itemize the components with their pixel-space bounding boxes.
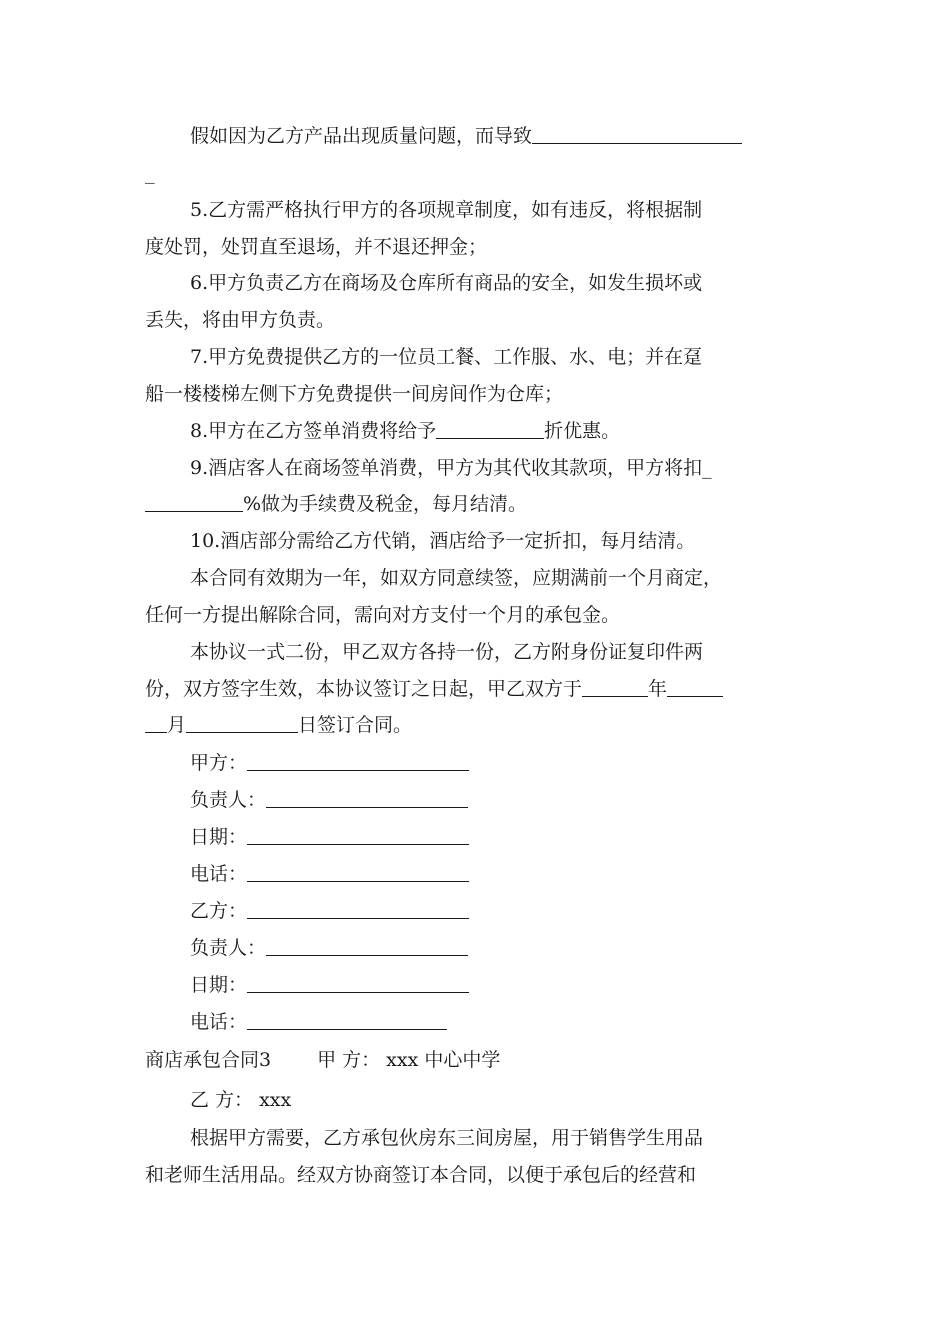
fill-in-blank [145, 712, 167, 733]
fill-in-blank [186, 712, 298, 733]
signature-blank [247, 824, 469, 845]
clause-10: 10.酒店部分需给乙方代销，酒店给予一定折扣，每月结清。 [190, 530, 696, 552]
text-line: _ [145, 162, 155, 184]
signature-blank [247, 898, 469, 919]
text-line: 任何一方提出解除合同，需向对方支付一个月的承包金。 [145, 604, 621, 626]
clause-8: 8.甲方在乙方签单消费将给予 折优惠。 [190, 420, 621, 442]
fill-in-blank [582, 676, 648, 697]
fill-in-blank [667, 676, 723, 697]
text-line: 本协议一式二份，甲乙双方各持一份，乙方附身份证复印件两 [190, 641, 704, 663]
contract-3-party-b: 乙 方： xxx [190, 1089, 292, 1111]
signature-phone-b: 电话： [190, 1009, 447, 1035]
fill-in-blank [436, 418, 544, 439]
signature-blank [247, 861, 469, 882]
signature-date-a: 日期： [190, 824, 469, 850]
text-line: 丢失，将由甲方负责。 [145, 309, 336, 331]
fill-in-blank [532, 123, 742, 144]
text-line: 份，双方签字生效，本协议签订之日起，甲乙双方于 年 [145, 676, 723, 702]
clause-5: 5.乙方需严格执行甲方的各项规章制度，如有违反，将根据制 [190, 199, 703, 221]
text-line: 月 日签订合同。 [145, 712, 412, 738]
signature-blank [247, 1009, 447, 1030]
text-line: 和老师生活用品。经双方协商签订本合同，以便于承包后的经营和 [145, 1164, 697, 1186]
fill-in-blank [145, 491, 243, 512]
text-line: 假如因为乙方产品出现质量问题，而导致 [190, 123, 742, 149]
text-line: %做为手续费及税金，每月结清。 [145, 491, 527, 517]
contract-3-heading: 商店承包合同3 [145, 1049, 272, 1071]
contract-3-party-a: 甲 方： xxx 中心中学 [317, 1049, 501, 1071]
signature-phone-a: 电话： [190, 861, 469, 887]
clause-7: 7.甲方免费提供乙方的一位员工餐、工作服、水、电；并在趸 [190, 346, 703, 368]
signature-date-b: 日期： [190, 972, 469, 998]
clause-6: 6.甲方负责乙方在商场及仓库所有商品的安全，如发生损坏或 [190, 272, 703, 294]
contract-3-paragraph: 根据甲方需要，乙方承包伙房东三间房屋，用于销售学生用品 [190, 1127, 704, 1149]
signature-blank [247, 972, 469, 993]
signature-party-b: 乙方： [190, 898, 469, 924]
text-line: 度处罚，处罚直至退场，并不退还押金； [145, 236, 488, 258]
clause-9: 9.酒店客人在商场签单消费，甲方为其代收其款项，甲方将扣_ [190, 457, 712, 479]
contract-3-header [145, 1047, 500, 1073]
signature-party-a: 甲方： [190, 750, 469, 776]
text-line: 船一楼楼梯左侧下方免费提供一间房间作为仓库； [145, 383, 564, 405]
text-line: 本合同有效期为一年，如双方同意续签，应期满前一个月商定， [190, 567, 723, 589]
signature-responsible-b: 负责人： [190, 935, 468, 961]
signature-blank [266, 935, 468, 956]
signature-responsible-a: 负责人： [190, 787, 468, 813]
signature-blank [247, 750, 469, 771]
signature-blank [266, 787, 468, 808]
